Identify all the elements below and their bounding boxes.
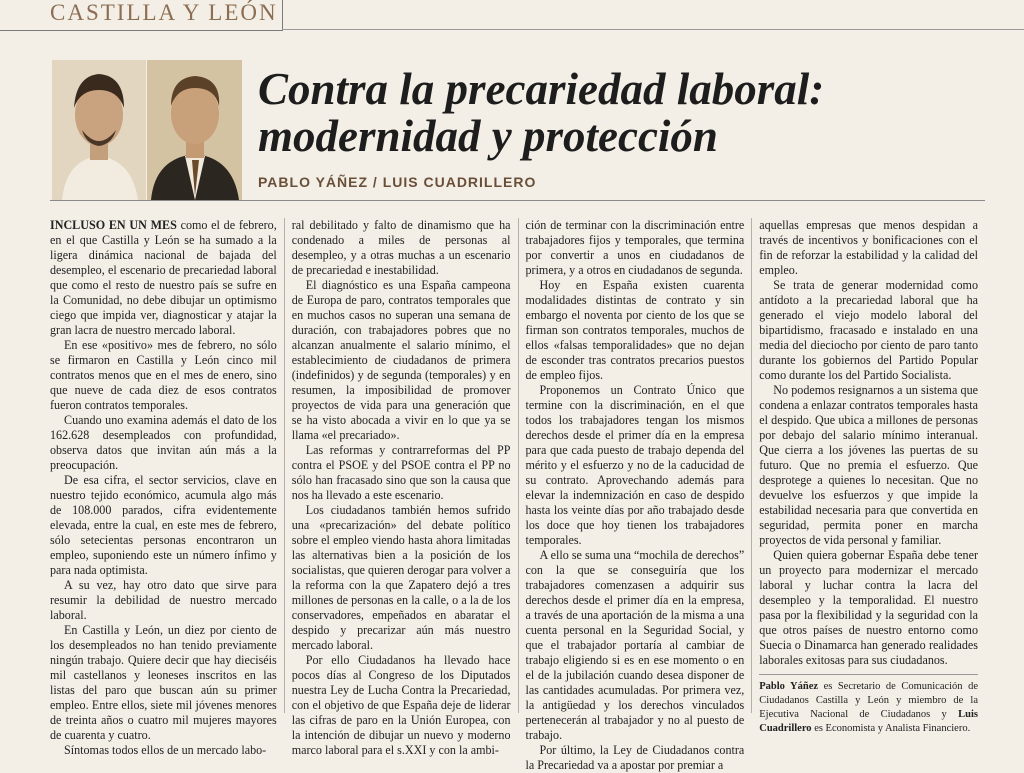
paragraph: INCLUSO EN UN MES como el de febrero, en el que Castilla y León se ha sumado a la ligera dinámica nacional de bajada del desempleo, el escenario de precariedad laboral que como el resto de nuestro país se sufre en la Comunidad, no debe dibujar un optimismo ciego que impida ver, diagnosticar y atajar la gran lacra de nuestro mercado laboral.: [50, 218, 277, 337]
article-body: [50, 218, 985, 772]
column-2: [284, 218, 518, 757]
bio-name-1: Pablo Yáñez: [759, 681, 819, 692]
author-bio: Pablo Yáñez es Secretario de Comunicación de Ciudadanos Castilla y León y miembro de la Ejecutiva Nacional de Ciudadanos y Luis Cuadrillero es Economista y Analista Financiero.: [759, 674, 978, 736]
byline: PABLO YÁÑEZ / LUIS CUADRILLERO: [258, 174, 537, 190]
paragraph: Quien quiera gobernar España debe tener un proyecto para modernizar el mercado laboral y luchar contra la lacra del desempleo y la temporalidad. El nuestro pasa por la flexibilidad y la seguridad con la que otros países de nuestro entorno como Suecia o Dinamarca han generado realidades laborales exitosas para sus ciudadanos.: [759, 548, 978, 667]
section-rule: [282, 29, 1024, 30]
paragraph: Síntomas todos ellos de un mercado labo-: [64, 743, 267, 757]
author-photo-2: [147, 60, 242, 200]
paragraph: A ello se suma una “mochila de derechos” con la que se conseguiría que los trabajadores comenzasen a adquirir sus derechos desde el primer día en la empresa, a través de una aportación de la misma a una cuenta personal en la Seguridad Social, y que el trabajador portaría al cambiar de trabajo eligiendo si es en ese momento o en el de la jubilación cuando desea disponer de las cantidades acumuladas. Por primera vez, la antigüedad y los derechos vinculados pertenecerán al trabajador y no al puesto de trabajo.: [525, 548, 745, 742]
paragraph: aquellas empresas que menos despidan a través de incentivos y bonificaciones con el fin de reforzar la estabilidad y la calidad del empleo.: [759, 218, 978, 277]
column-1: [50, 218, 284, 757]
paragraph: En ese «positivo» mes de febrero, no sólo se firmaron en Castilla y León cinco mil contratos menos que en el mes de enero, sino que nueve de cada diez de esos contratos fueron contratos temporales.: [50, 338, 277, 412]
paragraph: En Castilla y León, un diez por ciento de los desempleados no han tenido previamente ningún trabajo. Quiere decir que hay dieciséis mil castellanos y leoneses inscritos en las listas del paro que buscan aún su primer empleo. Entre ellos, siete mil jóvenes menores de treinta años o cuatro mil mujeres mayores de cuarenta y cuatro.: [50, 623, 277, 742]
lead-in: INCLUSO EN UN MES: [50, 218, 177, 232]
paragraph: De esa cifra, el sector servicios, clave en nuestro tejido económico, acumula algo más de 108.000 parados, cifra evidentemente elevada, entre la cual, en este mes de febrero, sólo setecientas personas encontraron un empleo, suponiendo este un número ínfimo y para nada optimista.: [50, 473, 277, 577]
author-photo-1: [52, 60, 146, 200]
headline: [258, 66, 978, 160]
paragraph: Las reformas y contrarreformas del PP contra el PSOE y del PSOE contra el PP no sólo han fracasado sino que son la causa que nos ha llevado a este escenario.: [291, 443, 511, 502]
column-3: [518, 218, 752, 772]
paragraph: Cuando uno examina además el dato de los 162.628 desempleados con profundidad, observa datos que invitan aún más a la preocupación.: [50, 413, 277, 472]
author-photos: [52, 60, 242, 200]
headline-line-2: modernidad y protección: [258, 111, 718, 161]
section-title: CASTILLA Y LEÓN: [50, 0, 278, 25]
header-divider: [50, 200, 985, 201]
paragraph: Hoy en España existen cuarenta modalidades distintas de contrato y sin embargo el noventa por ciento de los que se firman son contratos temporales, muchos de ellos «falsas temporalidades» que no dejan de esconder tras contratos precarios puestos de empleo fijos.: [525, 278, 745, 382]
paragraph: Por último, la Ley de Ciudadanos contra la Precariedad va a apostar por premiar a: [525, 743, 745, 772]
bio-name-2: Luis Cuadrillero: [759, 709, 978, 734]
column-4: [751, 218, 985, 734]
headline-line-1: Contra la precariedad laboral:: [258, 64, 825, 114]
paragraph: A su vez, hay otro dato que sirve para resumir la debilidad de nuestro mercado laboral.: [50, 578, 277, 622]
paragraph: Por ello Ciudadanos ha llevado hace pocos días al Congreso de los Diputados nuestra Ley de Lucha Contra la Precariedad, con el objetivo de que España deje de liderar las cifras de paro en la Unión Europea, con la intención de dibujar un nuevo y moderno marco laboral para el s.XXI y con la ambi-: [291, 653, 511, 757]
paragraph: Se trata de generar modernidad como antídoto a la precariedad laboral que ha generado el viejo modelo laboral del bipartidismo, fracasado e instalado en una media del dieciocho por ciento de paro tanto durante los gobiernos del Partido Popular como durante los del Partido Socialista.: [759, 278, 978, 382]
paragraph: No podemos resignarnos a un sistema que condena a enlazar contratos temporales hasta el despido. Que ubica a millones de personas por debajo del salario mínimo interanual. Que cierra a los jóvenes las puertas de su futuro. Que no premia el esfuerzo. Que desprotege a quienes lo necesitan. Que no devuelve los esfuerzos y que impide la estabilidad necesaria para que convertida en seguridad, permita poner en marcha proyectos de vida personal y familiar.: [759, 383, 978, 547]
paragraph: El diagnóstico es una España campeona de Europa de paro, contratos temporales que en muchos casos no superan una semana de duración, con trabajadores pobres que no alcanzan anualmente el salario mínimo, el establecimiento de ciudadanos de primera (indefinidos) y de segunda (temporales) y en resumen, la imposibilidad de promover proyectos de vida para una generación que se ha visto abocada a vivir en lo que ya se llama «el precariado».: [291, 278, 511, 442]
paragraph: Proponemos un Contrato Único que termine con la discriminación, en el que todos los trabajadores tengan los mismos derechos desde el primer día en la empresa para que cada puesto de trabajo dependa del mérito y el esfuerzo y no de la caducidad de su contrato. Aprovechando además para elevar la indemnización en caso de despido hasta los veinte días por año trabajado desde los doce que hoy tienen los trabajadores temporales.: [525, 383, 745, 547]
paragraph: ción de terminar con la discriminación entre trabajadores fijos y temporales, que termina por convertir a unos en ciudadanos de primera, y a otros en ciudadanos de segunda.: [525, 218, 745, 277]
paragraph: Los ciudadanos también hemos sufrido una «precarización» del debate político sobre el empleo viendo hasta ahora limitadas las alternativas bien a la posición de los socialistas, que quieren derogar para volver a la reforma con la que Zapatero dejó a tres millones de personas en la calle, o a la de los conservadores, empeñados en abaratar el despido y precarizar aún más nuestro mercado laboral.: [291, 503, 511, 652]
paragraph: ral debilitado y falto de dinamismo que ha condenado a miles de personas al desempleo, y a otras muchas a un escenario de precariedad e inestabilidad.: [291, 218, 511, 277]
